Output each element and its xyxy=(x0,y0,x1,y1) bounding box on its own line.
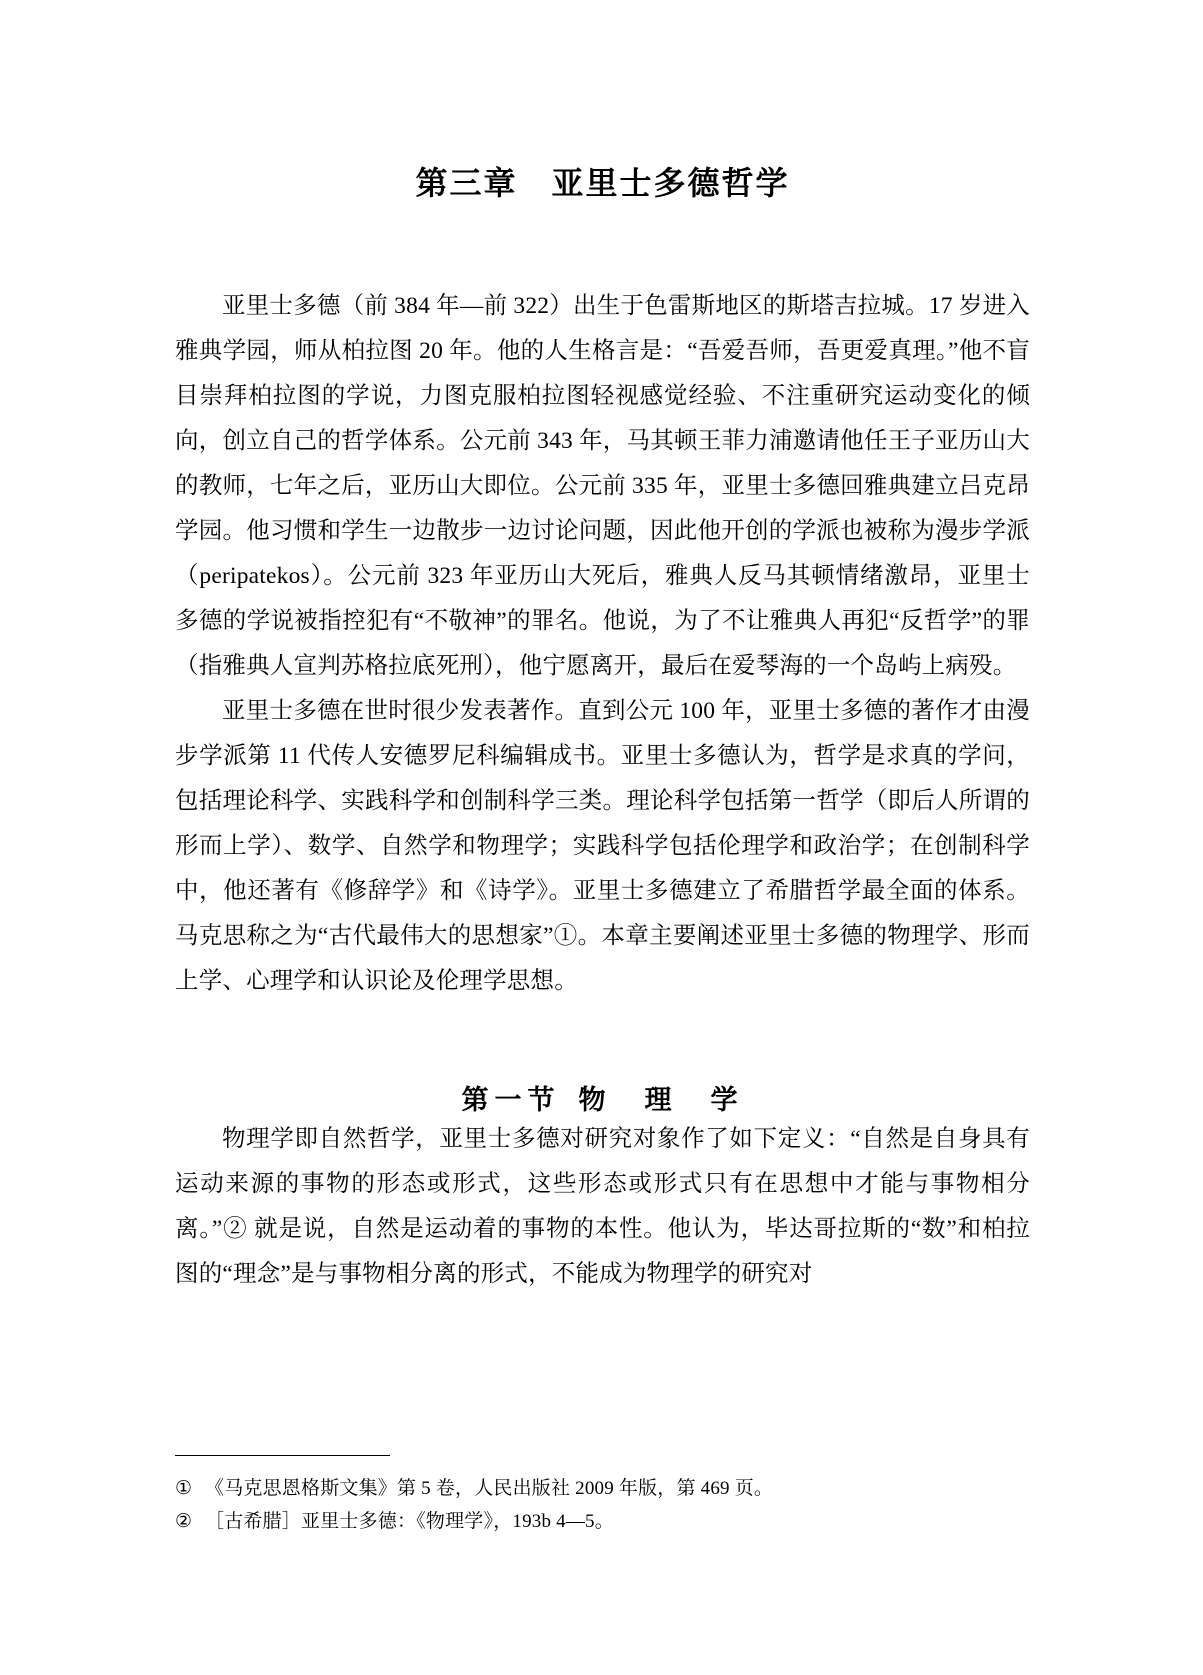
footnote-divider xyxy=(175,1455,390,1456)
section-title-text: 物 理 学 xyxy=(578,1085,744,1116)
footnote-2-text: ［古希腊］亚里士多德：《物理学》，193b 4—5。 xyxy=(205,1511,614,1532)
chapter-heading xyxy=(175,158,1030,204)
paragraph-3: 物理学即自然哲学，亚里士多德对研究对象作了如下定义：“自然是自身具有运动来源的事物的形态或形式，这些形态或形式只有在思想中才能与事物相分离。”② 就是说，自然是运动着的事物的本性。他认为，毕达哥拉斯的“数”和柏拉图的“理念”是与事物相分离的形式，不能成为物理学的研究对 xyxy=(175,1126,1030,1287)
footnote-2-mark: ② xyxy=(175,1511,193,1532)
section-number: 第一节 xyxy=(461,1085,561,1116)
footnote-area xyxy=(175,1455,1030,1538)
footnote-2 xyxy=(175,1505,1030,1538)
section-heading xyxy=(175,1078,1030,1117)
footnote-1-mark: ① xyxy=(175,1478,193,1499)
footnote-1-text: 《马克思恩格斯文集》第 5 卷，人民出版社 2009 年版，第 469 页。 xyxy=(205,1478,774,1499)
chapter-number: 第三章 xyxy=(415,164,518,202)
page-content xyxy=(175,0,1030,1297)
paragraph-1: 亚里士多德（前 384 年—前 322）出生于色雷斯地区的斯塔吉拉城。17 岁进入雅典学园，师从柏拉图 20 年。他的人生格言是：“吾爱吾师，吾更爱真理。”他不盲目崇拜柏拉图的学说，力图克服柏拉图轻视感觉经验、不注重研究运动变化的倾向，创立自己的哲学体系。公元前 343 年，马其顿王菲力浦邀请他任王子亚历山大的教师，七年之后，亚历山大即位。公元前 335 年，亚里士多德回雅典建立吕克昂学园。他习惯和学生一边散步一边讨论问题，因此他开创的学派也被称为漫步学派（peripatekos）。公元前 323 年亚历山大死后，雅典人反马其顿情绪激昂，亚里士多德的学说被指控犯有“不敬神”的罪名。他说，为了不让雅典人再犯“反哲学”的罪（指雅典人宣判苏格拉底死刑），他宁愿离开，最后在爱琴海的一个岛屿上病殁。 xyxy=(175,293,1030,679)
paragraph-2: 亚里士多德在世时很少发表著作。直到公元 100 年，亚里士多德的著作才由漫步学派第 11 代传人安德罗尼科编辑成书。亚里士多德认为，哲学是求真的学问，包括理论科学、实践科学和创制科学三类。理论科学包括第一哲学（即后人所谓的形而上学）、数学、自然学和物理学；实践科学包括伦理学和政治学；在创制科学中，他还著有《修辞学》和《诗学》。亚里士多德建立了希腊哲学最全面的体系。马克思称之为“古代最伟大的思想家”①。本章主要阐述亚里士多德的物理学、形而上学、心理学和认识论及伦理学思想。 xyxy=(175,698,1030,994)
footnote-1 xyxy=(175,1472,1030,1505)
chapter-title-text: 亚里士多德哲学 xyxy=(551,164,790,202)
